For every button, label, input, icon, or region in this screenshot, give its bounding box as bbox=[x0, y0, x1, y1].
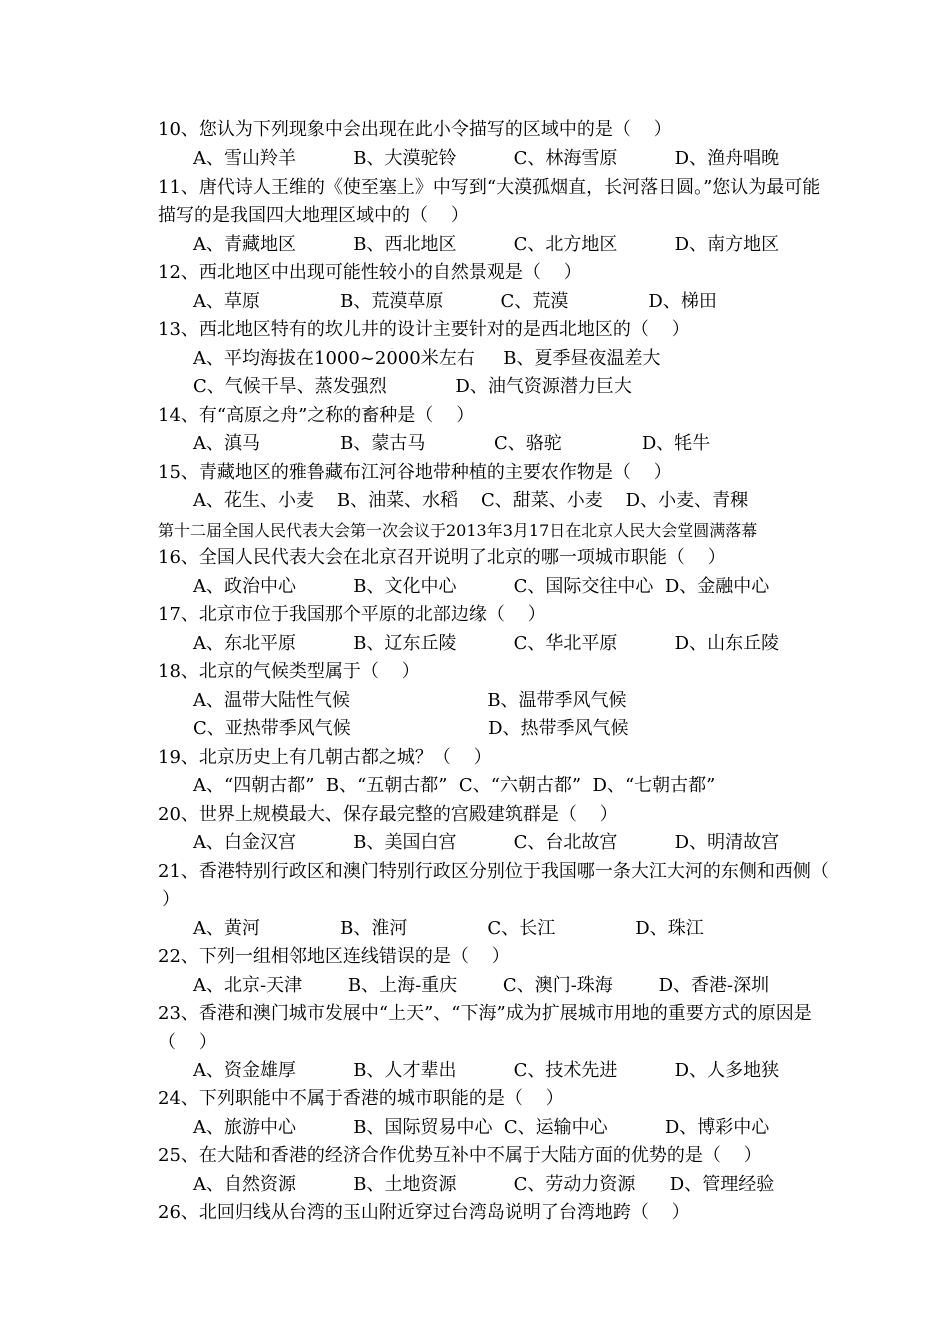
question-13-options-row-2: C、气候干旱、蒸发强烈 D、油气资源潜力巨大 bbox=[193, 376, 632, 397]
question-11-continued: 描写的是我国四大地理区域中的（ ） bbox=[158, 205, 469, 226]
question-25: 25、在大陆和香港的经济合作优势互补中不属于大陆方面的优势的是（ ） bbox=[158, 1145, 762, 1166]
question-21-options: A、黄河 B、淮河 C、长江 D、珠江 bbox=[193, 918, 704, 939]
question-21-continued: ） bbox=[162, 889, 180, 910]
section-intro: 第十二届全国人民代表大会第一次会议于2013年3月17日在北京人民大会堂圆满落幕 bbox=[158, 521, 758, 540]
question-14-options: A、滇马 B、蒙古马 C、骆驼 D、牦牛 bbox=[193, 433, 711, 454]
question-18-options-row-2: C、亚热带季风气候 D、热带季风气候 bbox=[193, 718, 629, 739]
question-26: 26、北回归线从台湾的玉山附近穿过台湾岛说明了台湾地跨（ ） bbox=[158, 1202, 690, 1223]
question-11-options: A、青藏地区 B、西北地区 C、北方地区 D、南方地区 bbox=[193, 234, 780, 255]
question-23: 23、香港和澳门城市发展中“上天”、“下海”成为扩展城市用地的重要方式的原因是 bbox=[158, 1003, 812, 1024]
question-23-options: A、资金雄厚 B、人才辈出 C、技术先进 D、人多地狭 bbox=[193, 1060, 780, 1081]
question-17-options: A、东北平原 B、辽东丘陵 C、华北平原 D、山东丘陵 bbox=[193, 633, 780, 654]
question-20-options: A、白金汉宫 B、美国白宫 C、台北故宫 D、明清故宫 bbox=[193, 832, 780, 853]
question-16-options: A、政治中心 B、文化中心 C、国际交往中心 D、金融中心 bbox=[193, 576, 770, 597]
question-22: 22、下列一组相邻地区连线错误的是（ ） bbox=[158, 946, 510, 967]
question-23-continued: （ ） bbox=[158, 1032, 217, 1053]
question-21: 21、香港特别行政区和澳门特别行政区分别位于我国哪一条大江大河的东侧和西侧（ bbox=[158, 861, 829, 882]
question-10-options: A、雪山羚羊 B、大漠驼铃 C、林海雪原 D、渔舟唱晚 bbox=[193, 148, 780, 169]
question-24-options: A、旅游中心 B、国际贸易中心 C、运输中心 D、博彩中心 bbox=[193, 1117, 770, 1138]
question-18-options-row-1: A、温带大陆性气候 B、温带季风气候 bbox=[193, 690, 627, 711]
question-12-options: A、草原 B、荒漠草原 C、荒漠 D、梯田 bbox=[193, 291, 717, 312]
question-19: 19、北京历史上有几朝古都之城？（ ） bbox=[158, 747, 492, 768]
question-13-options-row-1: A、平均海拔在1000~2000米左右 B、夏季昼夜温差大 bbox=[193, 348, 661, 369]
question-13: 13、西北地区特有的坎儿井的设计主要针对的是西北地区的（ ） bbox=[158, 319, 690, 340]
question-15-options: A、花生、小麦 B、油菜、水稻 C、甜菜、小麦 D、小麦、青稞 bbox=[193, 490, 749, 511]
question-15: 15、青藏地区的雅鲁藏布江河谷地带种植的主要农作物是（ ） bbox=[158, 462, 672, 483]
question-19-options: A、“四朝古都” B、“五朝古都” C、“六朝古都” D、“七朝古都” bbox=[193, 775, 716, 796]
question-17: 17、北京市位于我国那个平原的北部边缘（ ） bbox=[158, 604, 546, 625]
question-11: 11、唐代诗人王维的《使至塞上》中写到“大漠孤烟直，长河落日圆。”您认为最可能 bbox=[158, 177, 821, 198]
question-12: 12、西北地区中出现可能性较小的自然景观是（ ） bbox=[158, 262, 582, 283]
question-25-options: A、自然资源 B、土地资源 C、劳动力资源 D、管理经验 bbox=[193, 1174, 775, 1195]
question-16: 16、全国人民代表大会在北京召开说明了北京的哪一项城市职能（ ） bbox=[158, 547, 726, 568]
question-20: 20、世界上规模最大、保存最完整的宫殿建筑群是（ ） bbox=[158, 804, 618, 825]
question-18: 18、北京的气候类型属于（ ） bbox=[158, 661, 420, 682]
question-14: 14、有“高原之舟”之称的畜种是（ ） bbox=[158, 405, 475, 426]
question-24: 24、下列职能中不属于香港的城市职能的是（ ） bbox=[158, 1088, 564, 1109]
question-10: 10、您认为下列现象中会出现在此小令描写的区域中的是（ ） bbox=[158, 119, 672, 140]
question-22-options: A、北京-天津 B、上海-重庆 C、澳门-珠海 D、香港-深圳 bbox=[193, 975, 770, 996]
